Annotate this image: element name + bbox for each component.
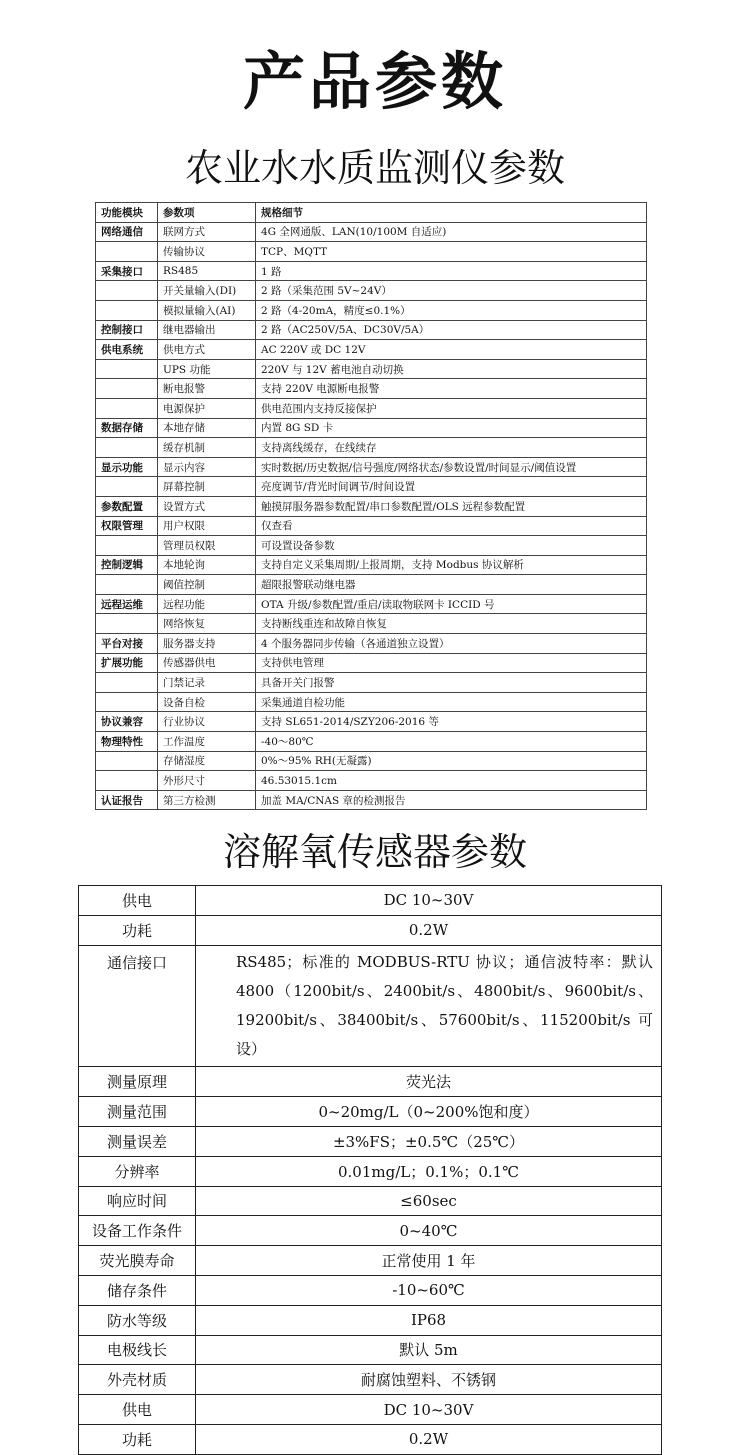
cell-module [96,477,158,497]
cell-param: 用户权限 [158,516,256,536]
table-row [96,536,647,556]
cell-param: 行业协议 [158,712,256,732]
cell-label: 电极线长 [79,1335,196,1365]
section-title-monitor: 农业水水质监测仪参数 [184,146,565,190]
cell-module [96,692,158,712]
cell-label: 供电 [79,886,196,916]
cell-spec: 加盖 MA/CNAS 章的检测报告 [256,790,647,810]
cell-param: UPS 功能 [158,359,256,379]
cell-param: 存储湿度 [158,751,256,771]
cell-param: 阈值控制 [158,575,256,595]
cell-spec: TCP、MQTT [256,242,647,262]
table-row [79,1186,662,1216]
table-row [96,359,647,379]
table-row [96,261,647,281]
cell-label: 防水等级 [79,1305,196,1335]
section-title-do-sensor: 溶解氧传感器参数 [222,830,527,874]
cell-spec: 支持 220V 电源断电报警 [256,379,647,399]
cell-value: -10~60℃ [196,1275,662,1305]
table-row [96,594,647,614]
table-row [96,771,647,791]
cell-label: 荧光膜寿命 [79,1246,196,1276]
table-row [96,281,647,301]
table-row [96,222,647,242]
table-row [79,1424,662,1454]
cell-value: 0.2W [196,1424,662,1454]
cell-spec: -40～80℃ [256,732,647,752]
cell-value: 0~40℃ [196,1216,662,1246]
cell-module: 扩展功能 [96,653,158,673]
cell-module [96,379,158,399]
table-row [79,1365,662,1395]
cell-spec: 实时数据/历史数据/信号强度/网络状态/参数设置/时间显示/阈值设置 [256,457,647,477]
table-row [96,575,647,595]
cell-spec: 采集通道自检功能 [256,692,647,712]
cell-module: 数据存储 [96,418,158,438]
cell-param: 门禁记录 [158,673,256,693]
table-row [96,673,647,693]
table-row [96,418,647,438]
cell-value: 默认 5m [196,1335,662,1365]
do-sensor-spec-table [78,885,662,1455]
cell-param: 显示内容 [158,457,256,477]
table-row [79,886,662,916]
cell-param: 联网方式 [158,222,256,242]
cell-param: 继电器输出 [158,320,256,340]
cell-spec: 触摸屏服务器参数配置/串口参数配置/OLS 远程参数配置 [256,496,647,516]
header-param: 参数项 [158,203,256,223]
cell-label: 测量误差 [79,1127,196,1157]
table-row [96,320,647,340]
table-row [96,634,647,654]
table-row [79,1067,662,1097]
table-row [96,300,647,320]
cell-param: RS485 [158,261,256,281]
cell-module [96,673,158,693]
cell-value: 正常使用 1 年 [196,1246,662,1276]
cell-param: 传感器供电 [158,653,256,673]
cell-module [96,359,158,379]
cell-value: 荧光法 [196,1067,662,1097]
cell-spec: 具备开关门报警 [256,673,647,693]
cell-spec: 支持自定义采集周期/上报周期，支持 Modbus 协议解析 [256,555,647,575]
cell-module: 认证报告 [96,790,158,810]
cell-module [96,242,158,262]
cell-value: DC 10~30V [196,1395,662,1425]
cell-module [96,438,158,458]
cell-value: DC 10~30V [196,886,662,916]
table-row [96,398,647,418]
table-row [96,732,647,752]
cell-label: 测量范围 [79,1097,196,1127]
cell-param: 模拟量输入(AI) [158,300,256,320]
header-spec: 规格细节 [256,203,647,223]
cell-value: 0.01mg/L；0.1%；0.1℃ [196,1156,662,1186]
cell-param: 传输协议 [158,242,256,262]
cell-param: 外形尺寸 [158,771,256,791]
table-row [96,653,647,673]
cell-label: 储存条件 [79,1275,196,1305]
cell-spec: 内置 8G SD 卡 [256,418,647,438]
cell-param: 供电方式 [158,340,256,360]
cell-spec: 超限报警联动继电器 [256,575,647,595]
cell-label: 功耗 [79,915,196,945]
cell-spec: 220V 与 12V 蓄电池自动切换 [256,359,647,379]
cell-param: 网络恢复 [158,614,256,634]
cell-param: 工作温度 [158,732,256,752]
cell-spec: 0%～95% RH(无凝露) [256,751,647,771]
table-row [79,915,662,945]
cell-module [96,771,158,791]
header-module: 功能模块 [96,203,158,223]
cell-module: 物理特性 [96,732,158,752]
table-row [96,477,647,497]
cell-module: 参数配置 [96,496,158,516]
cell-param: 设备自检 [158,692,256,712]
cell-module [96,281,158,301]
cell-param: 本地存储 [158,418,256,438]
table-row [96,340,647,360]
cell-param: 电源保护 [158,398,256,418]
cell-param: 本地轮询 [158,555,256,575]
cell-label: 外壳材质 [79,1365,196,1395]
cell-param: 远程功能 [158,594,256,614]
cell-label: 测量原理 [79,1067,196,1097]
table-row [96,496,647,516]
monitor-spec-table [95,202,647,810]
cell-module: 平台对接 [96,634,158,654]
cell-spec: 46.53015.1cm [256,771,647,791]
cell-spec: 亮度调节/背光时间调节/时间设置 [256,477,647,497]
cell-label: 通信接口 [79,945,196,1067]
cell-param: 缓存机制 [158,438,256,458]
cell-value: IP68 [196,1305,662,1335]
cell-value: 0~20mg/L（0~200%饱和度） [196,1097,662,1127]
page-title: 产品参数 [242,45,507,118]
table-row [96,242,647,262]
cell-module: 供电系统 [96,340,158,360]
cell-spec: 支持供电管理 [256,653,647,673]
table-row [79,945,662,1067]
cell-value: ±3%FS；±0.5℃（25℃） [196,1127,662,1157]
table-row [79,1216,662,1246]
cell-spec: 可设置设备参数 [256,536,647,556]
cell-spec: 1 路 [256,261,647,281]
cell-spec: 供电范围内支持反接保护 [256,398,647,418]
table-row [79,1335,662,1365]
cell-module: 远程运维 [96,594,158,614]
cell-spec: 2 路（AC250V/5A、DC30V/5A） [256,320,647,340]
table-row [79,1246,662,1276]
cell-label: 供电 [79,1395,196,1425]
table-row [96,516,647,536]
cell-module: 控制接口 [96,320,158,340]
cell-param: 开关量输入(DI) [158,281,256,301]
cell-spec: 2 路（采集范围 5V~24V） [256,281,647,301]
cell-value: 0.2W [196,915,662,945]
cell-value: 耐腐蚀塑料、不锈钢 [196,1365,662,1395]
table-row [79,1156,662,1186]
cell-module: 权限管理 [96,516,158,536]
cell-spec: 4G 全网通版、LAN(10/100M 自适应) [256,222,647,242]
cell-module [96,614,158,634]
cell-module: 网络通信 [96,222,158,242]
cell-label: 分辨率 [79,1156,196,1186]
table-header-row [96,203,647,223]
table-row [79,1305,662,1335]
cell-param: 屏幕控制 [158,477,256,497]
table-row [96,555,647,575]
table-row [79,1097,662,1127]
cell-module [96,300,158,320]
cell-param: 第三方检测 [158,790,256,810]
table-row [79,1395,662,1425]
table-row [96,457,647,477]
table-row [79,1127,662,1157]
cell-label: 响应时间 [79,1186,196,1216]
cell-spec: 支持断线重连和故障自恢复 [256,614,647,634]
cell-module [96,575,158,595]
cell-label: 功耗 [79,1424,196,1454]
cell-spec: OTA 升级/参数配置/重启/读取物联网卡 ICCID 号 [256,594,647,614]
cell-module [96,398,158,418]
cell-module [96,536,158,556]
cell-module: 采集接口 [96,261,158,281]
table-row [96,790,647,810]
table-row [96,438,647,458]
table-row [96,692,647,712]
cell-module: 显示功能 [96,457,158,477]
cell-param: 管理员权限 [158,536,256,556]
cell-module [96,751,158,771]
table-row [96,751,647,771]
cell-param: 设置方式 [158,496,256,516]
cell-module: 控制逻辑 [96,555,158,575]
cell-module: 协议兼容 [96,712,158,732]
cell-param: 服务器支持 [158,634,256,654]
table-row [96,379,647,399]
table-row [79,1275,662,1305]
cell-value: RS485；标准的 MODBUS-RTU 协议；通信波特率：默认 4800（1200bit/s、2400bit/s、4800bit/s、9600bit/s、19200bit/s、38400bit/s、57600bit/s、115200bit/s 可设） [196,945,662,1067]
cell-spec: 4 个服务器同步传输（各通道独立设置） [256,634,647,654]
cell-spec: 仅查看 [256,516,647,536]
cell-spec: 支持 SL651-2014/SZY206-2016 等 [256,712,647,732]
cell-spec: 支持离线缓存，在线续存 [256,438,647,458]
cell-label: 设备工作条件 [79,1216,196,1246]
cell-value: ≤60sec [196,1186,662,1216]
table-row [96,712,647,732]
cell-spec: 2 路（4-20mA，精度≤0.1%） [256,300,647,320]
table-row [96,614,647,634]
cell-param: 断电报警 [158,379,256,399]
cell-spec: AC 220V 或 DC 12V [256,340,647,360]
